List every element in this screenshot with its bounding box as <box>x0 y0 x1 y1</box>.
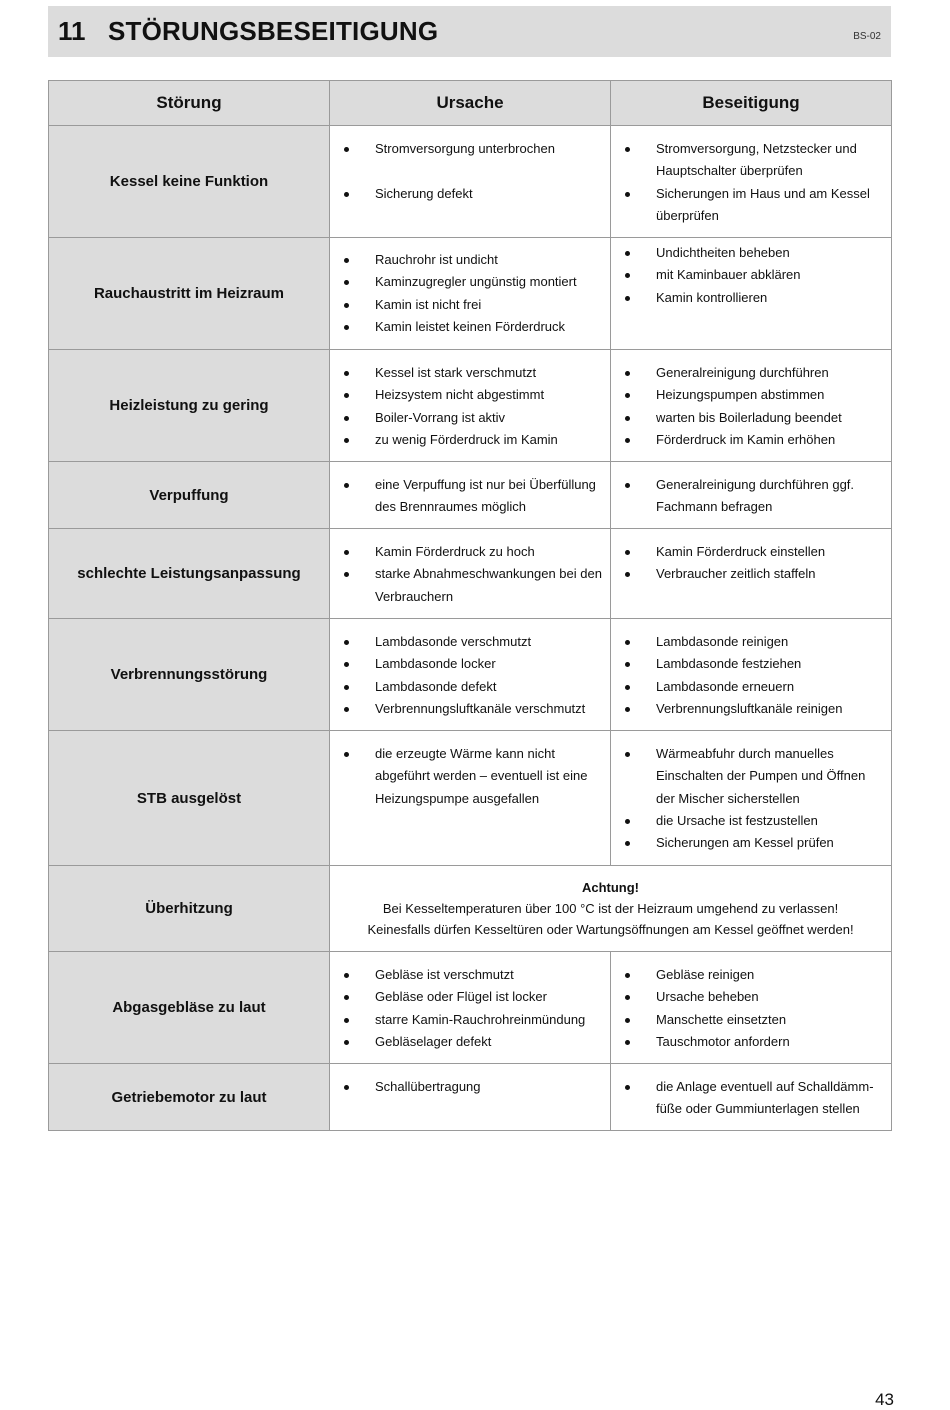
list-item: Stromversorgung, Netzstecker und Hauptschalter überprüfen <box>625 138 885 183</box>
list-item: Lambdasonde erneuern <box>625 676 885 698</box>
list-item: Förderdruck im Kamin erhöhen <box>625 429 885 451</box>
fault-cell: Überhitzung <box>49 866 330 952</box>
cause-list <box>344 474 604 519</box>
cause-cell <box>330 462 611 529</box>
section-number: 11 <box>58 16 86 46</box>
list-item: die erzeugte Wärme kann nicht abgeführt werden – eventuell ist eine Heizungspumpe ausgefallen <box>344 743 604 810</box>
remedy-cell <box>611 126 892 238</box>
list-item: Kamin Förderdruck einstellen <box>625 541 885 563</box>
list-item: Undichtheiten beheben <box>625 242 885 264</box>
list-item: Verbrennungsluftkanäle reinigen <box>625 698 885 720</box>
remedy-cell <box>611 350 892 462</box>
list-item: Lambdasonde locker <box>344 653 604 675</box>
cause-cell <box>330 350 611 462</box>
cause-list <box>344 138 604 206</box>
remedy-cell <box>611 462 892 529</box>
list-item: Verbrennungsluftkanäle verschmutzt <box>344 698 604 720</box>
cause-list <box>344 964 604 1053</box>
table-row <box>49 866 892 952</box>
table-row <box>49 731 892 866</box>
fault-cell: Heizleistung zu gering <box>49 350 330 462</box>
list-item: Gebläse ist verschmutzt <box>344 964 604 986</box>
cause-list <box>344 362 604 451</box>
list-item: Kamin kontrollieren <box>625 287 885 309</box>
remedy-list <box>625 362 885 451</box>
list-item: Lambdasonde verschmutzt <box>344 631 604 653</box>
column-header-remedy: Beseitigung <box>611 81 892 126</box>
list-item: Heizsystem nicht abgestimmt <box>344 384 604 406</box>
remedy-list <box>625 964 885 1053</box>
fault-cell: schlechte Leistungsanpassung <box>49 529 330 619</box>
fault-cell: Abgasgebläse zu laut <box>49 952 330 1064</box>
warning-heading: Achtung! <box>581 880 640 895</box>
cause-cell <box>330 126 611 238</box>
column-header-cause: Ursache <box>330 81 611 126</box>
remedy-list <box>625 242 885 309</box>
list-item: Tauschmotor anfordern <box>625 1031 885 1053</box>
list-item: Gebläse reinigen <box>625 964 885 986</box>
cause-list <box>344 743 604 810</box>
cause-cell <box>330 1064 611 1131</box>
fault-cell: STB ausgelöst <box>49 731 330 866</box>
list-item: Rauchrohr ist undicht <box>344 249 604 271</box>
list-item: starre Kamin-Rauchrohreinmündung <box>344 1009 604 1031</box>
list-item: zu wenig Förderdruck im Kamin <box>344 429 604 451</box>
table-row <box>49 126 892 238</box>
list-item: Kessel ist stark verschmutzt <box>344 362 604 384</box>
cause-cell <box>330 731 611 866</box>
list-item: mit Kaminbauer abklären <box>625 264 885 286</box>
list-item: Heizungspumpen abstimmen <box>625 384 885 406</box>
fault-cell: Kessel keine Funktion <box>49 126 330 238</box>
cause-cell <box>330 952 611 1064</box>
cause-cell <box>330 238 611 350</box>
remedy-cell <box>611 952 892 1064</box>
fault-cell: Verpuffung <box>49 462 330 529</box>
fault-cell: Getriebemotor zu laut <box>49 1064 330 1131</box>
list-item: die Anlage eventuell auf Schalldämm-füße oder Gummiunterlagen stellen <box>625 1076 885 1121</box>
table-row <box>49 952 892 1064</box>
fault-cell: Rauchaustritt im Heizraum <box>49 238 330 350</box>
cause-list <box>344 541 604 608</box>
list-item: starke Abnahmeschwankungen bei den Verbrauchern <box>344 563 604 608</box>
cause-list <box>344 249 604 338</box>
section-header <box>48 6 891 57</box>
remedy-list <box>625 541 885 586</box>
cause-list <box>344 631 604 720</box>
list-item: Generalreinigung durchführen <box>625 362 885 384</box>
remedy-cell <box>611 619 892 731</box>
document-code: BS-02 <box>853 31 881 42</box>
list-item: Kamin leistet keinen Förderdruck <box>344 316 604 338</box>
remedy-cell <box>611 731 892 866</box>
list-item: Lambdasonde festziehen <box>625 653 885 675</box>
table-row <box>49 619 892 731</box>
list-item: Verbraucher zeitlich staffeln <box>625 563 885 585</box>
warning-line: Bei Kesseltemperaturen über 100 °C ist der Heizraum umgehend zu verlassen! <box>382 901 839 916</box>
list-item: Gebläse oder Flügel ist locker <box>344 986 604 1008</box>
table-row <box>49 238 892 350</box>
cause-cell <box>330 529 611 619</box>
list-item: Ursache beheben <box>625 986 885 1008</box>
list-item: Sicherung defekt <box>344 183 604 205</box>
list-item: Generalreinigung durchführen ggf. Fachmann befragen <box>625 474 885 519</box>
list-item: Boiler-Vorrang ist aktiv <box>344 407 604 429</box>
list-item: warten bis Boilerladung beendet <box>625 407 885 429</box>
list-item: eine Verpuffung ist nur bei Überfüllung des Brennraumes möglich <box>344 474 604 519</box>
warning-notice <box>330 866 892 952</box>
troubleshooting-table <box>48 80 892 1131</box>
list-item: Manschette einsetzten <box>625 1009 885 1031</box>
list-item: Gebläselager defekt <box>344 1031 604 1053</box>
list-item: Kamin ist nicht frei <box>344 294 604 316</box>
remedy-list <box>625 474 885 519</box>
list-item: die Ursache ist festzustellen <box>625 810 885 832</box>
page-number: 43 <box>875 1390 894 1409</box>
section-title: STÖRUNGSBESEITIGUNG <box>108 16 439 46</box>
remedy-list <box>625 1076 885 1121</box>
list-item: Kamin Förderdruck zu hoch <box>344 541 604 563</box>
table-row <box>49 1064 892 1131</box>
list-item: Kaminzugregler ungünstig montiert <box>344 271 604 293</box>
remedy-list <box>625 631 885 720</box>
remedy-list <box>625 743 885 854</box>
list-item: Schallübertragung <box>344 1076 604 1098</box>
cause-cell <box>330 619 611 731</box>
cause-list <box>344 1076 604 1098</box>
list-item: Lambdasonde reinigen <box>625 631 885 653</box>
list-item: Lambdasonde defekt <box>344 676 604 698</box>
list-item: Sicherungen im Haus und am Kessel überprüfen <box>625 183 885 228</box>
remedy-cell <box>611 1064 892 1131</box>
table-row <box>49 462 892 529</box>
fault-cell: Verbrennungsstörung <box>49 619 330 731</box>
table-row <box>49 529 892 619</box>
list-item: Wärmeabfuhr durch manuelles Einschalten der Pumpen und Öffnen der Mischer sicherstellen <box>625 743 885 810</box>
remedy-list <box>625 138 885 227</box>
remedy-cell <box>611 529 892 619</box>
table-row <box>49 350 892 462</box>
warning-line: Keinesfalls dürfen Kesseltüren oder Wartungsöffnungen am Kessel geöffnet werden! <box>367 922 854 937</box>
remedy-cell <box>611 238 892 350</box>
list-item: Sicherungen am Kessel prüfen <box>625 832 885 854</box>
list-item: Stromversorgung unterbrochen <box>344 138 604 160</box>
table-header-row <box>49 81 892 126</box>
column-header-fault: Störung <box>49 81 330 126</box>
